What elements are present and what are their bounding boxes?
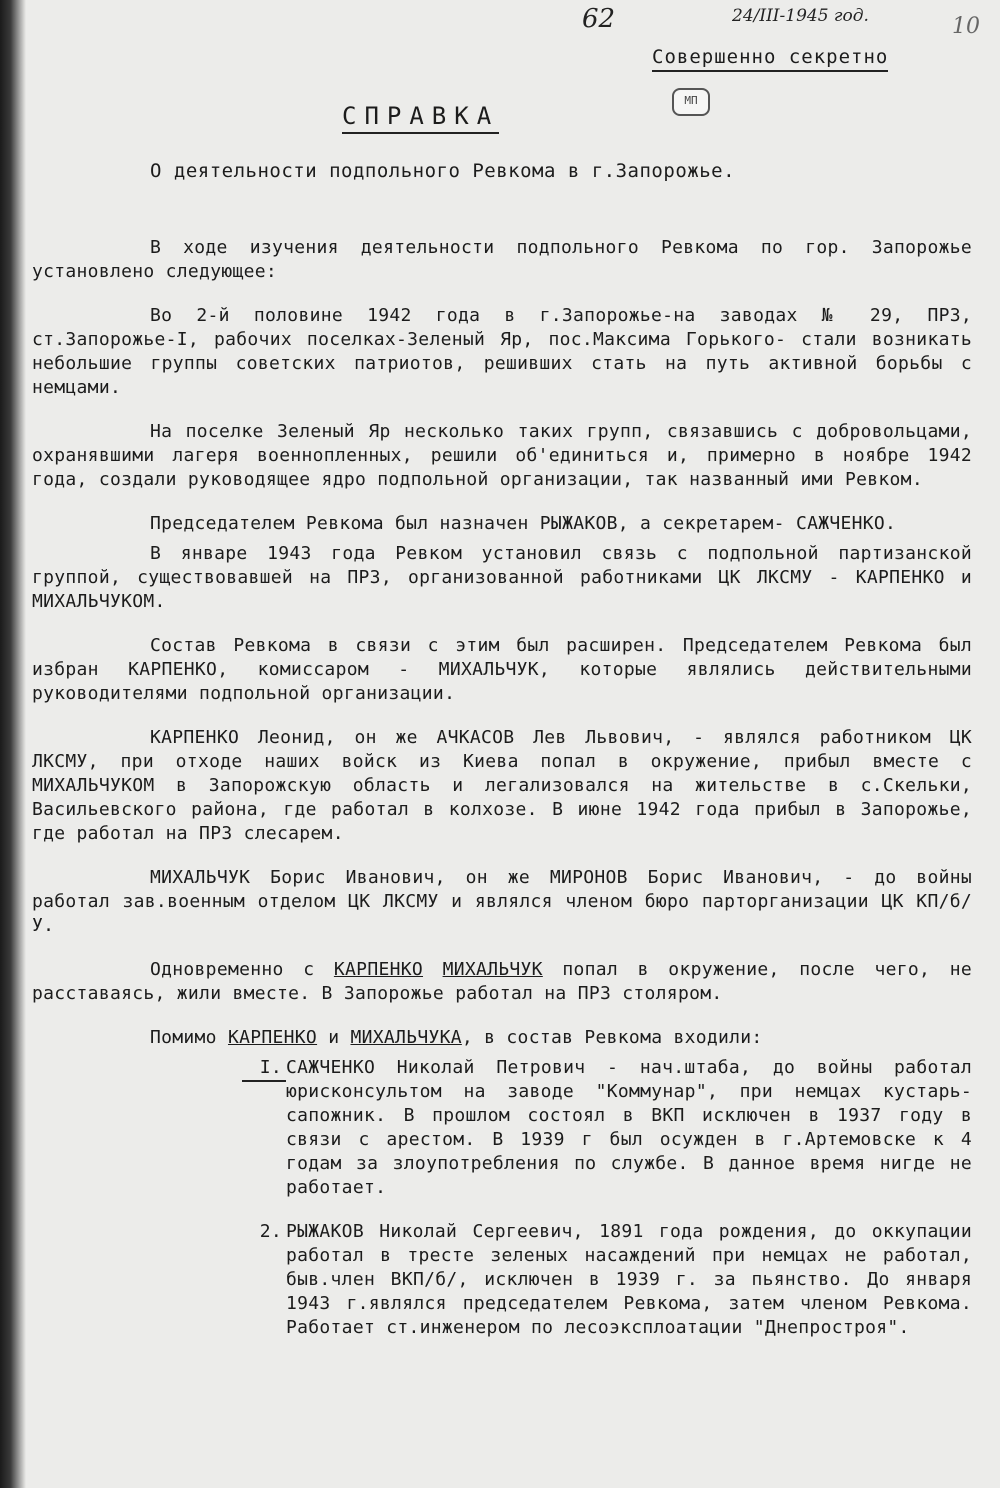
together-name-1: КАРПЕНКО <box>333 959 424 980</box>
together-name-2: МИХАЛЬЧУК <box>442 959 543 980</box>
archive-number: 62 <box>582 4 616 34</box>
paragraph-members-intro <box>32 1026 972 1050</box>
document-title: СПРАВКА <box>342 102 499 134</box>
members-before: Помимо <box>150 1027 217 1048</box>
paragraph-together <box>32 958 972 1006</box>
document-body <box>32 236 972 1360</box>
together-before: Одновременно с <box>150 959 315 980</box>
paragraph-chairman: Председателем Ревкома был назначен РЫЖАКОВ, а секретарем- САЖЧЕНКО. <box>150 513 897 534</box>
members-middle: и <box>328 1027 340 1048</box>
list-item-text: РЫЖАКОВ Николай Сергеевич, 1891 года рождения, до оккупации работал в тресте зеленых насаждений при немцах не работал, быв.член ВКП/б/, исключен в 1939 г. за пьянство. До января 1943 г.являлся председателем Ревкома, затем членом Ревкома. Работает ст.инженером по лесоэксплоатации "Днепростроя". <box>286 1221 972 1338</box>
document-subtitle: О деятельности подпольного Ревкома в г.Запорожье. <box>150 160 736 182</box>
paragraph-karpenko: КАРПЕНКО Леонид, он же АЧКАСОВ Лев Львович, - являлся работником ЦК ЛКСМУ, при отходе наших войск из Киева попал в окружение, прибыл вместе с МИХАЛЬЧУКОМ в Запорожскую область и легализовался на жительстве в с.Скельки, Васильевского района, где работал в колхозе. В июне 1942 года прибыл в Запорожье, где работал на ПРЗ слесарем. <box>32 727 972 844</box>
together-after: попал в окружение, после чего, не расставаясь, жили вместе. В Запорожье работал на ПРЗ столяром. <box>32 959 972 1004</box>
stamp-mark: МП <box>672 88 710 116</box>
members-after: , в состав Ревкома входили: <box>461 1027 763 1048</box>
paragraph-intro: В ходе изучения деятельности подпольного Ревкома по гор. Запорожье установлено следующее: <box>32 237 972 282</box>
classification-label: Совершенно секретно <box>652 46 888 72</box>
list-item-number: I. <box>242 1056 286 1082</box>
paragraph-january-1943: В январе 1943 года Ревком установил связь с подпольной партизанской группой, существовавшей на ПРЗ, организованной работниками ЦК ЛКСМУ - КАРПЕНКО и МИХАЛЬЧУКОМ. <box>32 543 972 612</box>
members-name-1: КАРПЕНКО <box>227 1027 318 1048</box>
paragraph-revkom-expanded: Состав Ревкома в связи с этим был расширен. Председателем Ревкома был избран КАРПЕНКО, комиссаром - МИХАЛЬЧУК, которые являлись действительными руководителями подпольной организации. <box>32 635 972 704</box>
members-list <box>32 1056 972 1340</box>
list-item <box>32 1056 972 1200</box>
paragraph-groups: Во 2-й половине 1942 года в г.Запорожье-на заводах № 29, ПРЗ, ст.Запорожье-I, рабочих поселках-Зеленый Яр, пос.Максима Горького- стали возникать небольшие группы советских патриотов, решивших стать на путь активной борьбы с немцами. <box>32 305 972 398</box>
paragraph-mikhalchuk: МИХАЛЬЧУК Борис Иванович, он же МИРОНОВ Борис Иванович, - до войны работал зав.военным отделом ЦК ЛКСМУ и являлся членом бюро парторганизации ЦК КП/б/У. <box>32 867 972 936</box>
list-item-text: САЖЧЕНКО Николай Петрович - нач.штаба, до войны работал юрисконсультом на заводе "Коммунар", при немцах кустарь-сапожник. В прошлом состоял в ВКП исключен в 1937 году в связи с арестом. В 1939 г был осужден в г.Артемовске к 4 годам за злоупотребления по службе. В данное время нигде не работает. <box>286 1057 972 1198</box>
list-item-number: 2. <box>259 1221 282 1242</box>
paragraph-zeleny-yar: На поселке Зеленый Яр несколько таких групп, связавшись с добровольцами, охранявшими лагеря военнопленных, решили об'единиться и, примерно в ноябре 1942 года, создали руководящее ядро подпольной организации, так названный ими Ревком. <box>32 421 972 490</box>
folio-number: 10 <box>952 14 980 39</box>
members-name-2: МИХАЛЬЧУКА <box>350 1027 462 1048</box>
list-item <box>32 1220 972 1340</box>
handwritten-date: 24/III-1945 год. <box>732 6 869 26</box>
